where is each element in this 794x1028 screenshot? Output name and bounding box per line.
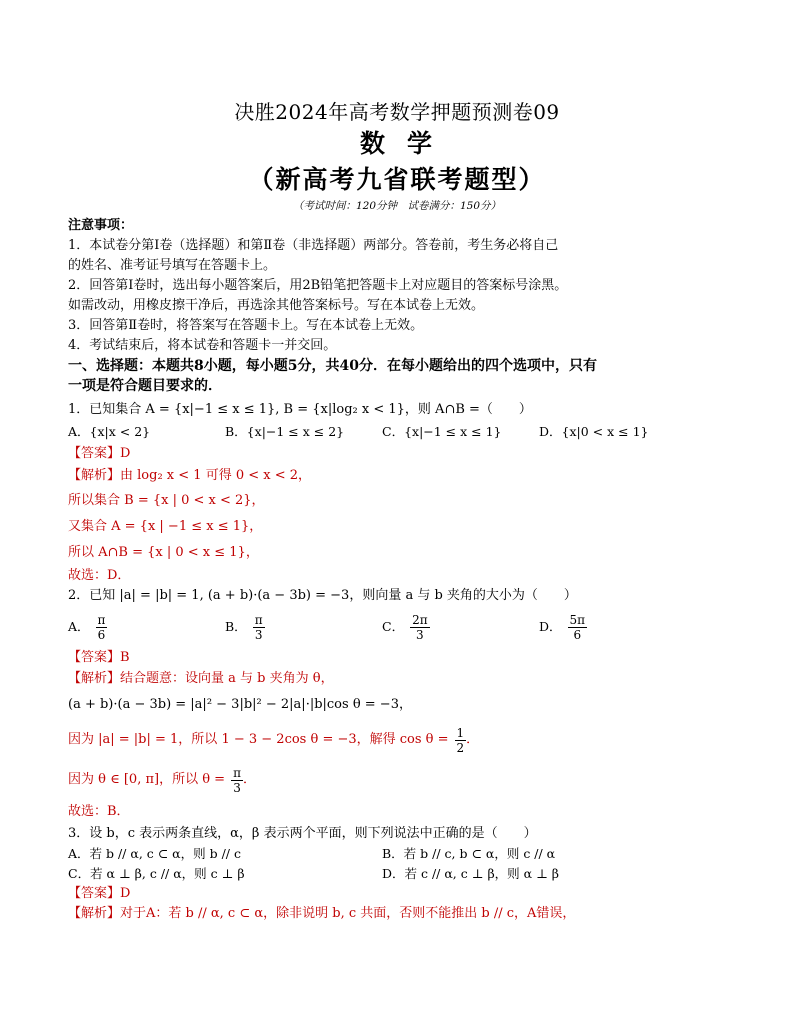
subject-title: 数学 [359, 129, 454, 158]
question-2-analysis [68, 668, 728, 690]
answer-value: D [120, 886, 131, 901]
answer-value: B [120, 650, 130, 665]
notes-line: 3．回答第Ⅱ卷时，将答案写在答题卡上。写在本试卷上无效。 [68, 318, 424, 333]
answer-value: D [120, 446, 131, 461]
option-b: B．若 b // c, b ⊂ α，则 c // α [382, 846, 556, 861]
option-b: B．{x|−1 ≤ x ≤ 2} [225, 424, 345, 439]
analysis-tag: 【解析】 [68, 468, 121, 483]
question-1-analysis [68, 464, 728, 488]
exam-time-note: （考试时间：120分钟 试卷满分：150分） [292, 200, 502, 212]
option-a: A．若 b // α, c ⊂ α，则 b // c [68, 846, 241, 861]
option-d: D．若 c // α, c ⊥ β，则 α ⊥ β [382, 866, 560, 881]
analysis-line: 所以 A∩B = {x | 0 < x ≤ 1}， [68, 545, 259, 560]
analysis-line: 又集合 A = {x | −1 ≤ x ≤ 1}， [68, 519, 263, 534]
notes-heading: 注意事项： [68, 218, 134, 233]
option-c: C． $\frac{2\pi}{3}$ [382, 612, 428, 642]
answer-tag: 【答案】 [68, 446, 121, 461]
option-c: C．若 α ⊥ β, c // α，则 c ⊥ β [68, 866, 245, 881]
notes-line: 4．考试结束后，将本试卷和答题卡一并交回。 [68, 338, 337, 353]
analysis-line: (a + b)·(a − 3b) = |a|² − 3|b|² − 2|a|·|b|cos θ = −3， [68, 697, 412, 712]
analysis-tag: 【解析】 [68, 906, 121, 921]
question-3-options [68, 864, 728, 884]
option-a: A．{x|x < 2} [68, 424, 151, 439]
analysis-line: 由 log₂ x < 1 可得 0 < x < 2， [120, 468, 312, 483]
answer-tag: 【答案】 [68, 886, 121, 901]
analysis-line: 因为 θ ∈ [0, π]，所以 θ = $\frac{\pi}{3}$ ． [68, 765, 256, 795]
question-2-conclusion: 故选：B． [68, 804, 130, 819]
answer-tag: 【答案】 [68, 650, 121, 665]
question-3-answer [68, 884, 728, 904]
question-1-options [68, 420, 728, 444]
question-1-answer [68, 444, 728, 464]
notes-line: 如需改动，用橡皮擦干净后，再选涂其他答案标号。写在本试卷上无效。 [68, 298, 485, 313]
section-heading: 一、选择题：本题共8小题，每小题5分，共40分．在每小题给出的四个选项中，只有 [68, 358, 597, 374]
notes-line: 的姓名、准考证号填写在答题卡上。 [68, 258, 277, 273]
analysis-line: 因为 |a| = |b| = 1，所以 1 − 3 − 2cos θ = −3，解得 cos θ = $\frac{1}{2}$ ． [68, 725, 480, 755]
question-1-stem: 1．已知集合 A = {x|−1 ≤ x ≤ 1}, B = {x|log₂ x < 1}，则 A∩B =（ ） [68, 402, 532, 417]
question-2-answer [68, 648, 728, 668]
exam-body [68, 216, 728, 924]
option-a: A． $\frac{\pi}{6}$ [68, 612, 106, 642]
option-d: D．{x|0 < x ≤ 1} [539, 424, 649, 439]
analysis-line: 结合题意：设向量 a 与 b 夹角为 θ， [120, 671, 334, 686]
notes-line: 1．本试卷分第Ⅰ卷（选择题）和第Ⅱ卷（非选择题）两部分。答卷前，考生务必将自己 [68, 238, 559, 253]
analysis-tag: 【解析】 [68, 671, 121, 686]
section-heading: 一项是符合题目要求的． [68, 378, 222, 394]
option-b: B． $\frac{\pi}{3}$ [225, 612, 263, 642]
option-c: C．{x|−1 ≤ x ≤ 1} [382, 424, 502, 439]
notes-line: 2．回答第Ⅰ卷时，选出每小题答案后，用2B铅笔把答题卡上对应题目的答案标号涂黑。 [68, 278, 568, 293]
question-3-options [68, 844, 728, 864]
question-1-conclusion: 故选：D． [68, 568, 131, 583]
analysis-line: 对于A：若 b // α, c ⊂ α，除非说明 b, c 共面，否则不能推出 b // c，A错误， [120, 906, 576, 921]
question-2-stem: 2．已知 |a| = |b| = 1, (a + b)·(a − 3b) = −3，则向量 a 与 b 夹角的大小为（ ） [68, 588, 577, 603]
question-2-options [68, 606, 728, 648]
question-3-analysis [68, 904, 728, 924]
analysis-line: 所以集合 B = {x | 0 < x < 2}， [68, 493, 265, 508]
exam-title: 决胜2024年高考数学押题预测卷09 [234, 100, 560, 124]
option-d: D． $\frac{5\pi}{6}$ [539, 612, 586, 642]
exam-type-title: （新高考九省联考题型） [248, 165, 546, 194]
question-3-stem: 3．设 b，c 表示两条直线，α，β 表示两个平面，则下列说法中正确的是（ ） [68, 826, 537, 841]
